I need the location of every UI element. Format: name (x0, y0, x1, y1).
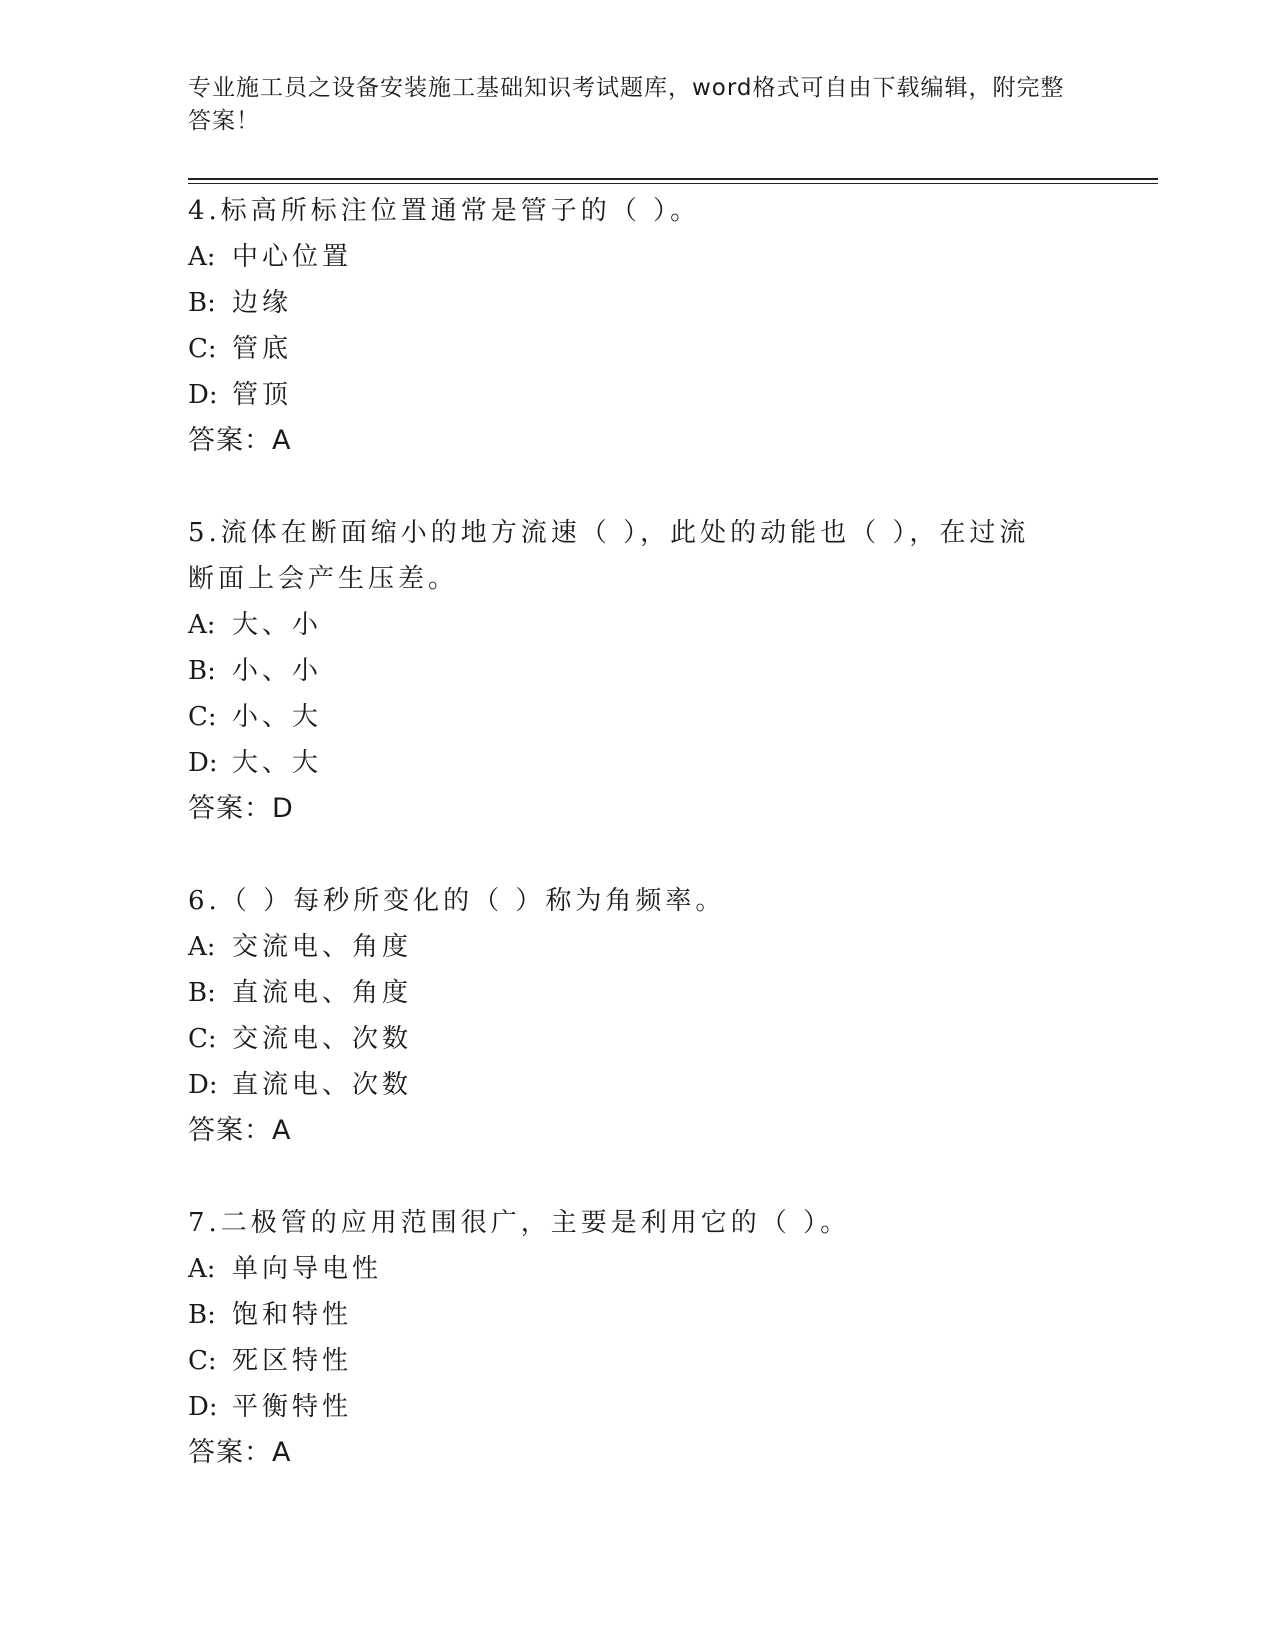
option-key: A: (188, 610, 216, 640)
question-6 (188, 878, 1088, 1154)
question-7 (188, 1200, 1088, 1476)
option-text: 大、小 (232, 610, 323, 640)
option-d (188, 1384, 1088, 1430)
option-text: 平衡特性 (232, 1392, 353, 1422)
option-b (188, 280, 1088, 326)
header-rule-thin (188, 183, 1158, 184)
option-key: C: (188, 334, 217, 364)
option-a (188, 602, 1088, 648)
answer-label: 答案：A (188, 425, 292, 456)
option-d (188, 372, 1088, 418)
option-d (188, 740, 1088, 786)
option-key: A: (188, 932, 216, 962)
option-text: 交流电、次数 (232, 1024, 413, 1054)
option-text: 管底 (232, 334, 293, 364)
option-text: 直流电、次数 (232, 1070, 413, 1100)
question-4 (188, 188, 1088, 464)
question-stem: 6.（ ）每秒所变化的（ ）称为角频率。 (188, 886, 726, 916)
option-key: B: (188, 978, 216, 1008)
option-text: 中心位置 (232, 242, 353, 272)
option-a (188, 924, 1088, 970)
question-list (188, 188, 1088, 1522)
option-c (188, 1338, 1088, 1384)
option-key: C: (188, 1024, 217, 1054)
header-rule-thick (188, 178, 1158, 180)
option-key: B: (188, 656, 216, 686)
question-5 (188, 510, 1088, 832)
option-a (188, 234, 1088, 280)
option-text: 大、大 (232, 748, 323, 778)
question-stem: 5.流体在断面缩小的地方流速（ ），此处的动能也（ ），在过流断面上会产生压差。 (188, 518, 1030, 594)
option-b (188, 970, 1088, 1016)
option-text: 交流电、角度 (232, 932, 413, 962)
option-key: A: (188, 1254, 216, 1284)
option-key: B: (188, 288, 216, 318)
option-text: 边缘 (232, 288, 293, 318)
option-key: D: (188, 1070, 218, 1100)
option-text: 管顶 (232, 380, 293, 410)
option-text: 单向导电性 (232, 1254, 383, 1284)
option-key: C: (188, 702, 217, 732)
answer-label: 答案：D (188, 793, 294, 824)
option-c (188, 694, 1088, 740)
option-d (188, 1062, 1088, 1108)
option-b (188, 1292, 1088, 1338)
option-b (188, 648, 1088, 694)
option-c (188, 1016, 1088, 1062)
option-a (188, 1246, 1088, 1292)
option-text: 小、小 (232, 656, 323, 686)
option-key: D: (188, 1392, 218, 1422)
answer-label: 答案：A (188, 1437, 292, 1468)
option-key: B: (188, 1300, 216, 1330)
option-c (188, 326, 1088, 372)
answer-label: 答案：A (188, 1115, 292, 1146)
option-key: D: (188, 380, 218, 410)
question-stem: 4.标高所标注位置通常是管子的（ ）。 (188, 196, 701, 226)
option-key: A: (188, 242, 216, 272)
option-text: 小、大 (232, 702, 323, 732)
option-text: 饱和特性 (232, 1300, 353, 1330)
question-stem: 7.二极管的应用范围很广，主要是利用它的（ ）。 (188, 1208, 851, 1238)
document-header: 专业施工员之设备安装施工基础知识考试题库，word格式可自由下载编辑，附完整答案！ (188, 75, 1065, 134)
option-key: D: (188, 748, 218, 778)
option-text: 直流电、角度 (232, 978, 413, 1008)
option-key: C: (188, 1346, 217, 1376)
option-text: 死区特性 (232, 1346, 353, 1376)
